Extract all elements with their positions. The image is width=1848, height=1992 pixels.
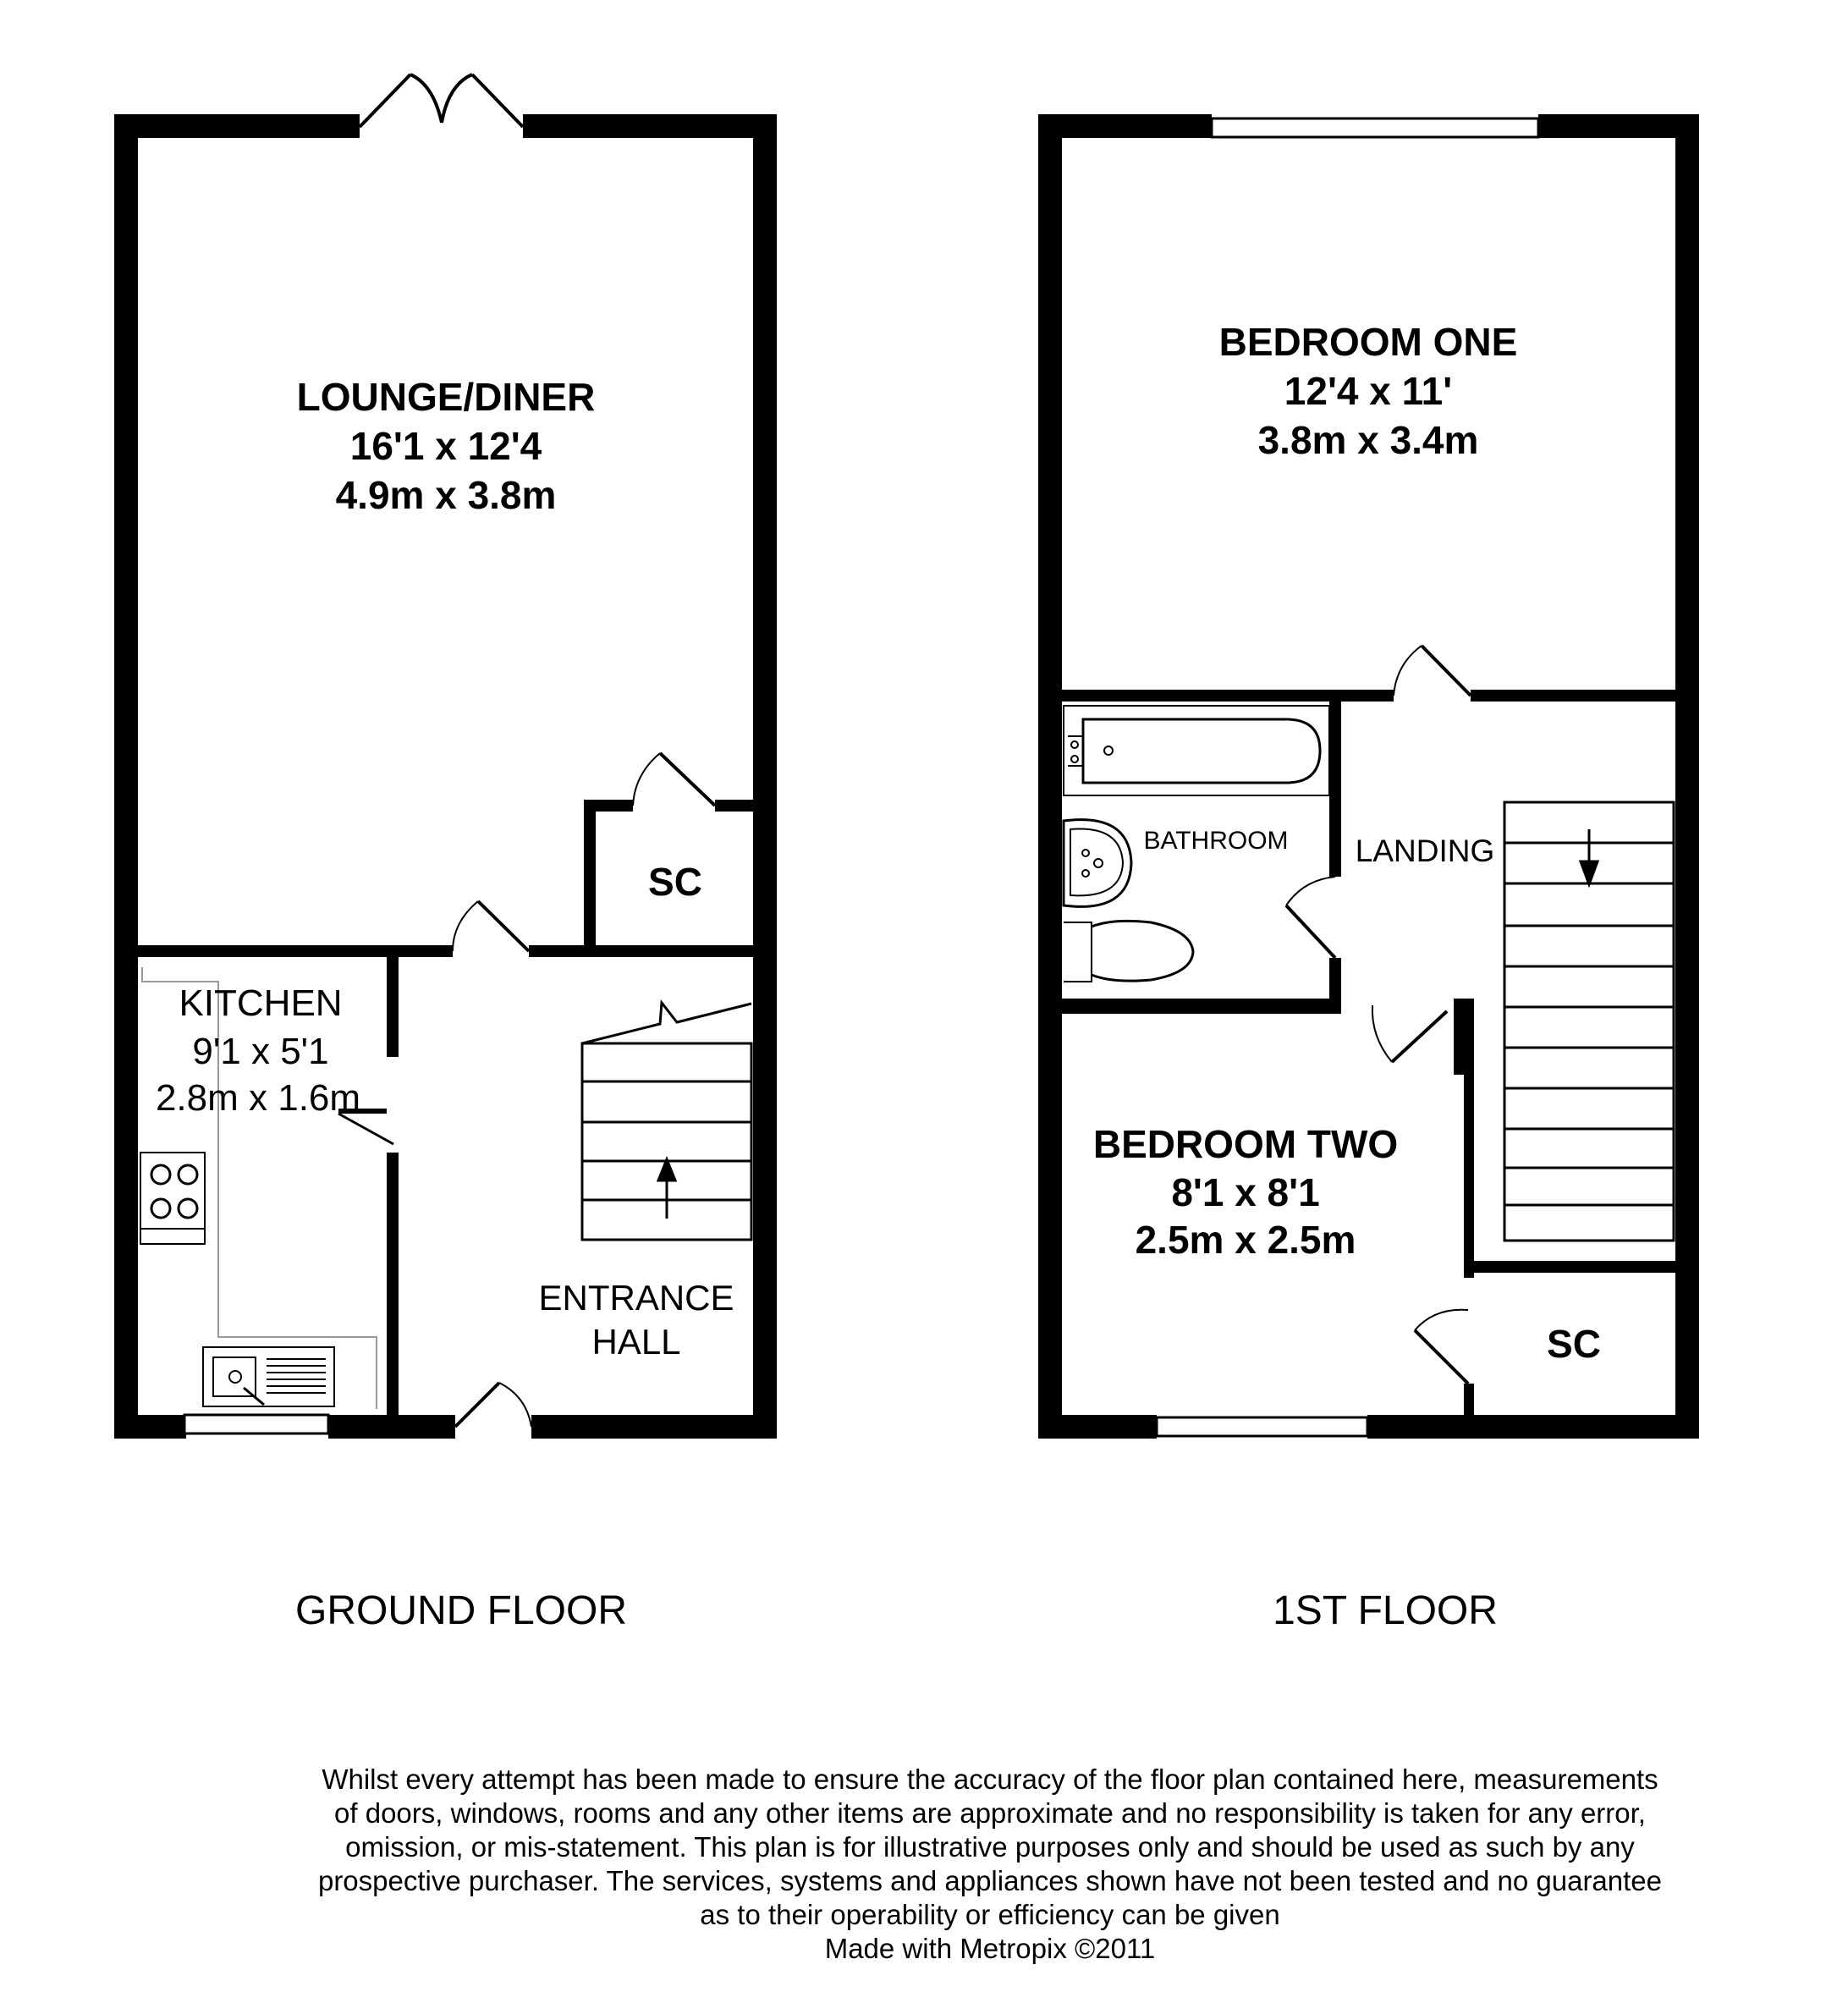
bedroom-one-metric: 3.8m x 3.4m — [1257, 418, 1479, 462]
kitchen-metric: 2.8m x 1.6m — [155, 1077, 361, 1119]
bathroom-label: BATHROOM — [1143, 827, 1289, 855]
disclaimer — [203, 1763, 1777, 1966]
disclaimer-credit: Made with Metropix ©2011 — [824, 1933, 1156, 1964]
bedroom-two-window — [1157, 1417, 1367, 1436]
bedroom-two-metric: 2.5m x 2.5m — [1135, 1218, 1356, 1262]
disclaimer-line: omission, or mis-statement. This plan is for illustrative purposes only and should be used as such by any — [345, 1831, 1635, 1863]
bedroom-one-name: BEDROOM ONE — [1218, 320, 1518, 364]
disclaimer-line: Whilst every attempt has been made to ensure the accuracy of the floor plan contained here, measurements — [322, 1764, 1658, 1795]
lounge-diner-imperial: 16'1 x 12'4 — [349, 424, 542, 468]
landing-label: LANDING — [1355, 834, 1495, 868]
ground-floor-title: GROUND FLOOR — [294, 1588, 628, 1633]
kitchen-window — [184, 1415, 328, 1433]
lounge-diner-name: LOUNGE/DINER — [296, 375, 596, 419]
disclaimer-line: as to their operability or efficiency can be given — [700, 1899, 1280, 1930]
first-floor-doors — [1286, 646, 1471, 1384]
bedroom-two-name: BEDROOM TWO — [1092, 1122, 1399, 1166]
first-floor-title: 1ST FLOOR — [1273, 1588, 1498, 1633]
lounge-diner-metric: 4.9m x 3.8m — [335, 473, 557, 517]
bedroom-one-window — [1212, 118, 1538, 137]
ground-sc-label: SC — [648, 860, 702, 904]
kitchen-name: KITCHEN — [179, 982, 343, 1024]
bedroom-two-imperial: 8'1 x 8'1 — [1171, 1170, 1320, 1214]
entrance-hall-line1: ENTRANCE — [538, 1278, 734, 1318]
ground-floor-stairs — [582, 1003, 751, 1240]
entrance-hall-line2: HALL — [591, 1322, 681, 1362]
first-floor-stairs — [1504, 802, 1674, 1241]
kitchen-imperial: 9'1 x 5'1 — [192, 1031, 329, 1072]
disclaimer-line: prospective purchaser. The services, systems and appliances shown have not been tested and no guarantee — [317, 1865, 1663, 1896]
first-sc-label: SC — [1547, 1322, 1601, 1366]
bedroom-one-imperial: 12'4 x 11' — [1284, 369, 1453, 413]
disclaimer-line: of doors, windows, rooms and any other items are approximate and no responsibility is taken for any error, — [334, 1797, 1646, 1829]
